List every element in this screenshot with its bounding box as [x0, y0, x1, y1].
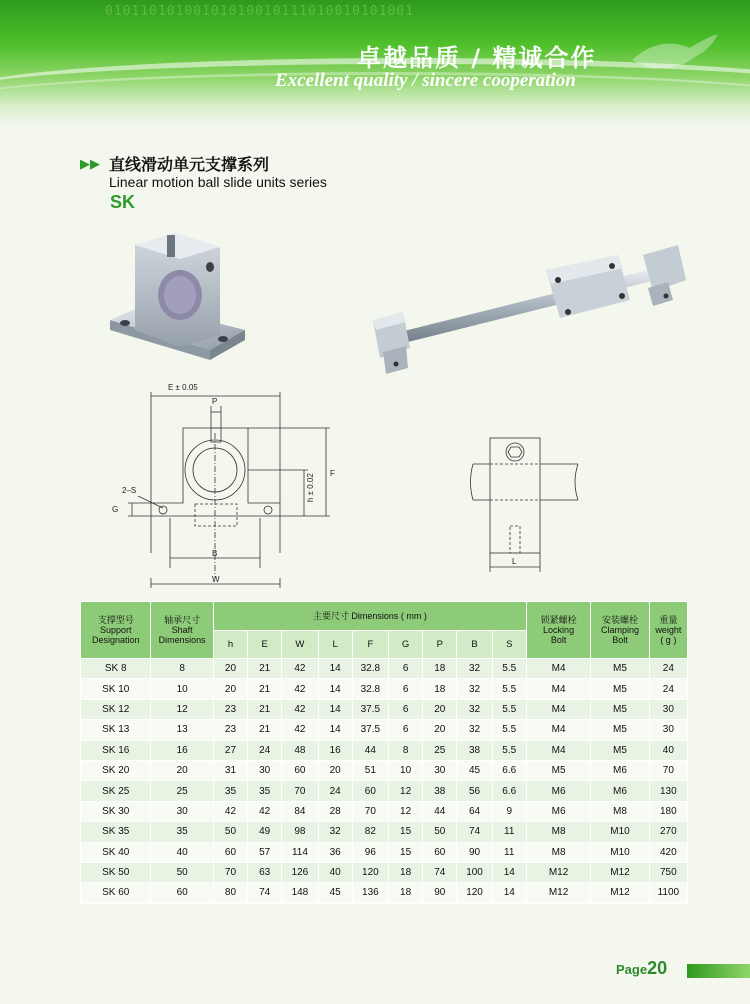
table-cell: 10: [388, 760, 422, 780]
table-cell: 38: [457, 740, 492, 760]
table-cell: 42: [282, 699, 318, 719]
table-cell: 5.5: [492, 720, 526, 740]
table-cell: M5: [526, 760, 590, 780]
table-cell: 16: [151, 740, 213, 760]
table-cell: 120: [457, 883, 492, 903]
table-cell: M5: [591, 740, 649, 760]
col-header-support: 支撑型号 Support Designation: [81, 602, 151, 659]
table-cell: 180: [649, 801, 687, 821]
table-cell: 42: [282, 659, 318, 679]
table-cell: 32: [457, 659, 492, 679]
table-cell: M12: [526, 883, 590, 903]
table-cell: 37.5: [352, 699, 388, 719]
dim-label-w: W: [212, 575, 220, 584]
table-cell: 136: [352, 883, 388, 903]
table-cell: 13: [151, 720, 213, 740]
table-cell: 60: [423, 842, 457, 862]
table-row: [81, 720, 688, 740]
table-cell: 31: [213, 760, 247, 780]
table-cell: 63: [248, 862, 282, 882]
table-cell: M4: [526, 699, 590, 719]
table-cell: 64: [457, 801, 492, 821]
table-cell: 60: [282, 760, 318, 780]
table-cell: 5.5: [492, 659, 526, 679]
table-cell: M5: [591, 659, 649, 679]
table-cell: 28: [318, 801, 352, 821]
table-cell: SK 12: [81, 699, 151, 719]
table-cell: SK 30: [81, 801, 151, 821]
table-cell: 14: [318, 720, 352, 740]
header-banner: [0, 0, 750, 125]
table-cell: 57: [248, 842, 282, 862]
table-cell: 6: [388, 679, 422, 699]
table-cell: 18: [423, 659, 457, 679]
table-cell: SK 35: [81, 822, 151, 842]
col-header-b: B: [457, 631, 492, 659]
table-cell: 60: [151, 883, 213, 903]
table-cell: 6: [388, 699, 422, 719]
col-header-s: S: [492, 631, 526, 659]
table-cell: 24: [649, 679, 687, 699]
page-number: 20: [647, 958, 668, 978]
spec-table: [80, 601, 688, 904]
col-header-f: F: [352, 631, 388, 659]
table-cell: 12: [151, 699, 213, 719]
col-header-shaft: 轴承尺寸 Shaft Dimensions: [151, 602, 213, 659]
table-cell: 51: [352, 760, 388, 780]
table-cell: 750: [649, 862, 687, 882]
col-header-w: W: [282, 631, 318, 659]
table-row: [81, 760, 688, 780]
table-cell: 50: [423, 822, 457, 842]
section-title-en: Linear motion ball slide units series: [109, 174, 327, 190]
table-cell: 9: [492, 801, 526, 821]
table-cell: M6: [526, 801, 590, 821]
page-footer: [616, 958, 667, 979]
table-cell: 42: [248, 801, 282, 821]
table-cell: 6.6: [492, 781, 526, 801]
table-cell: M12: [591, 862, 649, 882]
side-view-drawing: [468, 430, 583, 575]
table-cell: 6: [388, 720, 422, 740]
table-cell: 20: [151, 760, 213, 780]
table-cell: 20: [318, 760, 352, 780]
table-cell: 18: [388, 862, 422, 882]
col-header-e: E: [248, 631, 282, 659]
table-cell: 21: [248, 699, 282, 719]
table-cell: 14: [492, 862, 526, 882]
table-cell: M12: [591, 883, 649, 903]
table-body: [81, 659, 688, 904]
table-cell: M8: [526, 822, 590, 842]
table-cell: 11: [492, 842, 526, 862]
table-cell: M4: [526, 659, 590, 679]
dim-label-l: L: [512, 557, 517, 566]
table-cell: M10: [591, 842, 649, 862]
table-cell: 30: [649, 720, 687, 740]
table-row: [81, 740, 688, 760]
sk-bracket-photo: [105, 225, 255, 365]
table-cell: 16: [318, 740, 352, 760]
table-cell: 84: [282, 801, 318, 821]
page-bar-decoration: [687, 964, 750, 978]
table-cell: SK 50: [81, 862, 151, 882]
table-cell: 80: [213, 883, 247, 903]
col-header-weight: 重量 weight ( g ): [649, 602, 687, 659]
table-cell: 32: [318, 822, 352, 842]
table-cell: 6.6: [492, 760, 526, 780]
binary-pattern: 01011010100101010010111010010101001: [105, 4, 414, 19]
table-cell: 38: [423, 781, 457, 801]
table-cell: M10: [591, 822, 649, 842]
table-cell: 14: [318, 699, 352, 719]
table-cell: 74: [423, 862, 457, 882]
table-cell: 23: [213, 699, 247, 719]
table-cell: M4: [526, 720, 590, 740]
table-cell: SK 60: [81, 883, 151, 903]
bird-watermark-icon: [630, 30, 720, 75]
table-cell: 114: [282, 842, 318, 862]
dim-label-p: P: [212, 397, 218, 406]
table-cell: 100: [457, 862, 492, 882]
table-cell: 42: [282, 679, 318, 699]
table-cell: 27: [213, 740, 247, 760]
table-cell: 40: [318, 862, 352, 882]
table-cell: M4: [526, 740, 590, 760]
table-cell: 70: [213, 862, 247, 882]
table-cell: 6: [388, 659, 422, 679]
table-row: [81, 842, 688, 862]
table-cell: 5.5: [492, 679, 526, 699]
header-title-en: Excellent quality / sincere cooperation: [275, 70, 576, 91]
table-cell: 74: [457, 822, 492, 842]
table-cell: 24: [318, 781, 352, 801]
table-cell: 20: [213, 659, 247, 679]
table-cell: 56: [457, 781, 492, 801]
table-cell: 45: [457, 760, 492, 780]
table-cell: 70: [649, 760, 687, 780]
table-cell: M12: [526, 862, 590, 882]
table-cell: M5: [591, 720, 649, 740]
table-cell: 40: [649, 740, 687, 760]
dim-label-b: B: [212, 549, 218, 558]
table-cell: 14: [318, 679, 352, 699]
table-cell: M5: [591, 699, 649, 719]
table-cell: 24: [649, 659, 687, 679]
table-cell: 148: [282, 883, 318, 903]
table-row: [81, 822, 688, 842]
table-cell: 44: [423, 801, 457, 821]
table-cell: 10: [151, 679, 213, 699]
table-cell: 20: [423, 720, 457, 740]
table-cell: 36: [318, 842, 352, 862]
section-arrow-icon: ▶▶: [80, 156, 100, 171]
table-cell: 15: [388, 842, 422, 862]
table-cell: 40: [151, 842, 213, 862]
table-cell: 42: [282, 720, 318, 740]
table-cell: 32: [457, 699, 492, 719]
col-header-h: h: [213, 631, 247, 659]
model-series-label: SK: [110, 192, 136, 212]
table-cell: 32: [457, 679, 492, 699]
table-cell: 30: [151, 801, 213, 821]
table-cell: 130: [649, 781, 687, 801]
section-title-cn: 直线滑动单元支撑系列: [109, 155, 270, 174]
table-cell: M6: [591, 781, 649, 801]
table-cell: 5.5: [492, 699, 526, 719]
table-row: [81, 679, 688, 699]
table-cell: 60: [352, 781, 388, 801]
table-cell: M6: [526, 781, 590, 801]
table-cell: 1100: [649, 883, 687, 903]
table-cell: 5.5: [492, 740, 526, 760]
table-cell: 21: [248, 679, 282, 699]
table-cell: 30: [423, 760, 457, 780]
table-cell: 14: [318, 659, 352, 679]
col-header-g: G: [388, 631, 422, 659]
table-cell: 20: [213, 679, 247, 699]
table-cell: M8: [591, 801, 649, 821]
table-cell: 32.8: [352, 659, 388, 679]
table-cell: 8: [151, 659, 213, 679]
table-row: [81, 781, 688, 801]
table-cell: 270: [649, 822, 687, 842]
table-cell: 8: [388, 740, 422, 760]
dim-label-g: G: [112, 505, 119, 514]
table-cell: 32.8: [352, 679, 388, 699]
dim-label-h: h ± 0.02: [306, 473, 315, 502]
front-view-drawing: [108, 378, 348, 593]
table-cell: 50: [213, 822, 247, 842]
table-cell: SK 20: [81, 760, 151, 780]
table-cell: 90: [457, 842, 492, 862]
table-cell: SK 16: [81, 740, 151, 760]
table-cell: 120: [352, 862, 388, 882]
table-cell: 25: [423, 740, 457, 760]
table-cell: 35: [213, 781, 247, 801]
table-cell: 11: [492, 822, 526, 842]
table-cell: 30: [248, 760, 282, 780]
table-cell: 15: [388, 822, 422, 842]
shaft-assembly-photo: [368, 240, 693, 380]
table-cell: 45: [318, 883, 352, 903]
col-header-p: P: [423, 631, 457, 659]
table-cell: 30: [649, 699, 687, 719]
dim-label-2s: 2–S: [122, 486, 137, 495]
table-cell: M6: [591, 760, 649, 780]
table-cell: SK 8: [81, 659, 151, 679]
dim-label-f: F: [330, 469, 335, 478]
dim-label-e: E ± 0.05: [168, 383, 198, 392]
table-row: [81, 862, 688, 882]
table-cell: 44: [352, 740, 388, 760]
table-cell: 60: [213, 842, 247, 862]
table-row: [81, 801, 688, 821]
table-cell: 90: [423, 883, 457, 903]
header-title-cn: 卓越品质 / 精诚合作: [357, 44, 597, 72]
table-cell: 420: [649, 842, 687, 862]
table-cell: 18: [423, 679, 457, 699]
table-header-row: [81, 602, 688, 631]
table-cell: 20: [423, 699, 457, 719]
table-cell: SK 40: [81, 842, 151, 862]
table-row: [81, 883, 688, 903]
table-cell: 24: [248, 740, 282, 760]
col-header-locking: 锁紧螺栓 Locking Bolt: [526, 602, 590, 659]
table-cell: 37.5: [352, 720, 388, 740]
col-header-clamping: 安装螺栓 Clamping Bolt: [591, 602, 649, 659]
table-row: [81, 699, 688, 719]
table-cell: 96: [352, 842, 388, 862]
table-cell: 21: [248, 659, 282, 679]
table-cell: 32: [457, 720, 492, 740]
table-cell: 70: [352, 801, 388, 821]
table-cell: 35: [151, 822, 213, 842]
table-cell: M8: [526, 842, 590, 862]
table-cell: 14: [492, 883, 526, 903]
table-cell: 74: [248, 883, 282, 903]
col-header-l: L: [318, 631, 352, 659]
table-cell: M4: [526, 679, 590, 699]
table-cell: 12: [388, 781, 422, 801]
table-cell: SK 25: [81, 781, 151, 801]
table-cell: 98: [282, 822, 318, 842]
table-cell: 23: [213, 720, 247, 740]
table-cell: 12: [388, 801, 422, 821]
table-cell: 18: [388, 883, 422, 903]
col-header-main-dimensions: 主要尺寸 Dimensions ( mm ): [213, 602, 526, 631]
table-cell: 42: [213, 801, 247, 821]
table-cell: 25: [151, 781, 213, 801]
table-cell: 50: [151, 862, 213, 882]
page-label: Page: [616, 962, 648, 977]
table-cell: SK 13: [81, 720, 151, 740]
table-cell: 49: [248, 822, 282, 842]
table-cell: 21: [248, 720, 282, 740]
table-cell: 126: [282, 862, 318, 882]
table-cell: M5: [591, 679, 649, 699]
table-row: [81, 659, 688, 679]
table-cell: 70: [282, 781, 318, 801]
table-cell: 82: [352, 822, 388, 842]
table-cell: 35: [248, 781, 282, 801]
table-cell: SK 10: [81, 679, 151, 699]
table-cell: 48: [282, 740, 318, 760]
